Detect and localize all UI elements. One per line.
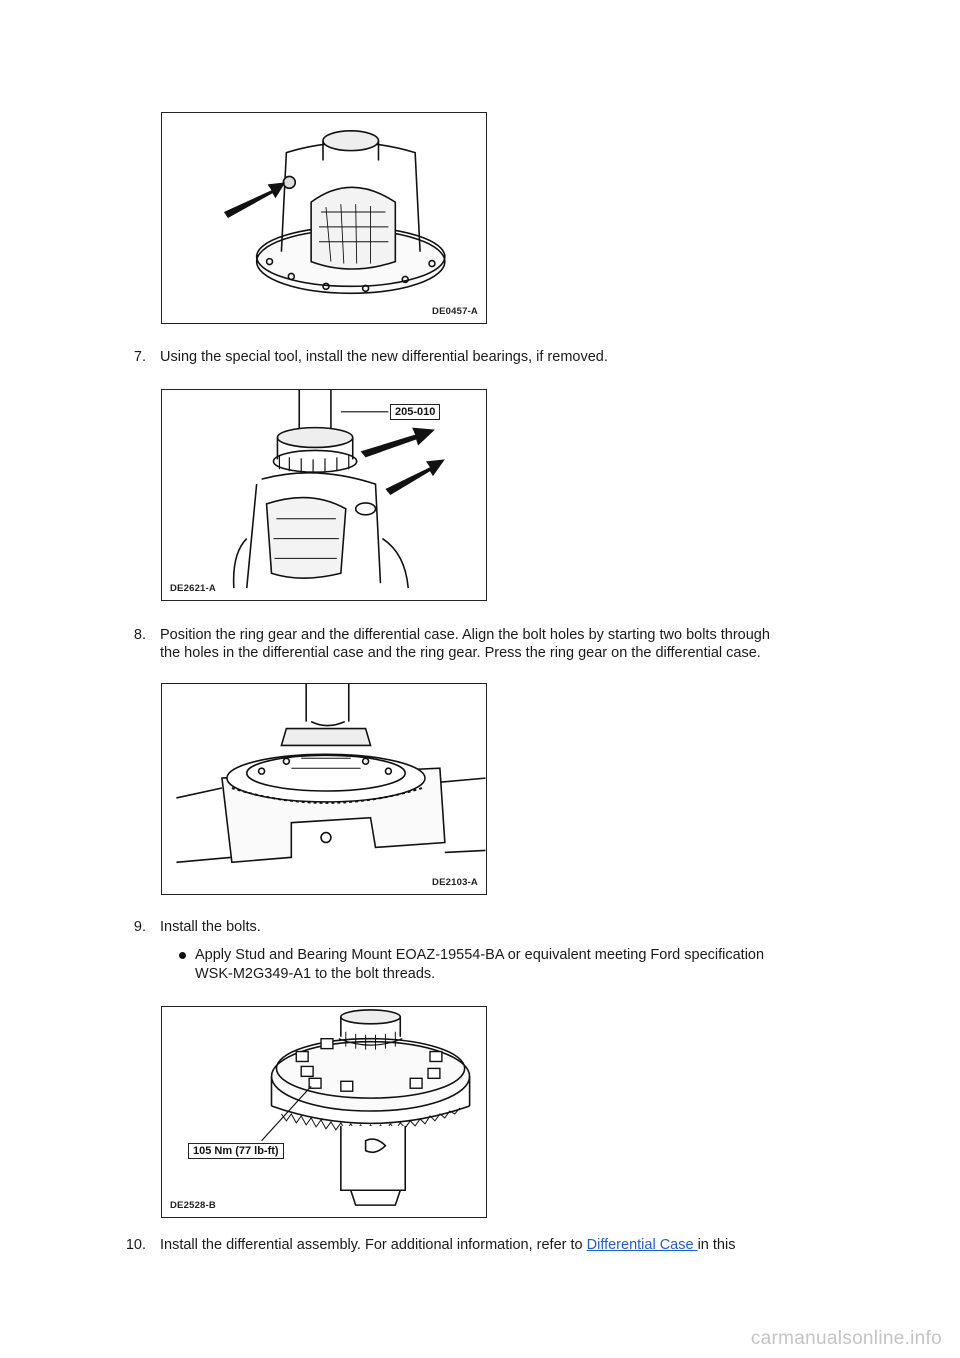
differential-case-illustration bbox=[162, 113, 486, 323]
step-number: 7. bbox=[133, 349, 146, 365]
bullet-text-line-2: WSK-M2G349-A1 to the bolt threads. bbox=[195, 966, 436, 982]
figure-code: DE2528-B bbox=[170, 1200, 216, 1211]
figure-code: DE0457-A bbox=[432, 306, 478, 317]
tool-callout: 205-010 bbox=[390, 404, 440, 420]
site-watermark: carmanualsonline.info bbox=[750, 1328, 942, 1349]
figure-bearing-install bbox=[161, 389, 487, 601]
differential-case-link[interactable]: Differential Case bbox=[586, 1237, 698, 1253]
step-text-after: in this bbox=[697, 1237, 736, 1253]
figure-ring-gear-press bbox=[161, 683, 487, 895]
bullet-icon bbox=[179, 952, 186, 959]
bolt-torque-illustration bbox=[162, 1007, 486, 1217]
step-number: 9. bbox=[133, 919, 146, 935]
figure-code: DE2103-A bbox=[432, 877, 478, 888]
bullet-text bbox=[195, 947, 764, 982]
figure-differential-case bbox=[161, 112, 487, 324]
bearing-install-illustration bbox=[162, 390, 486, 600]
step-text bbox=[160, 626, 850, 662]
torque-callout: 105 Nm (77 lb-ft) bbox=[188, 1143, 284, 1159]
step-number: 8. bbox=[133, 627, 146, 643]
step-text-line-1: Position the ring gear and the differential case. Align the bolt holes by starting two bolts through bbox=[160, 627, 770, 643]
figure-bolt-torque bbox=[161, 1006, 487, 1218]
bullet-text-line-1: Apply Stud and Bearing Mount EOAZ-19554-BA or equivalent meeting Ford specification bbox=[195, 947, 765, 963]
step-text: Install the bolts. bbox=[160, 919, 261, 935]
figure-code: DE2621-A bbox=[170, 583, 216, 594]
step-9-bullet bbox=[195, 946, 855, 984]
ring-gear-press-illustration bbox=[162, 684, 486, 894]
step-text bbox=[160, 1236, 850, 1254]
step-text: Using the special tool, install the new differential bearings, if removed. bbox=[160, 349, 608, 365]
step-number: 10. bbox=[125, 1237, 146, 1253]
step-text-line-2: the holes in the differential case and the ring gear. Press the ring gear on the differential case. bbox=[160, 645, 761, 661]
step-text-before: Install the differential assembly. For additional information, refer to bbox=[160, 1237, 587, 1253]
